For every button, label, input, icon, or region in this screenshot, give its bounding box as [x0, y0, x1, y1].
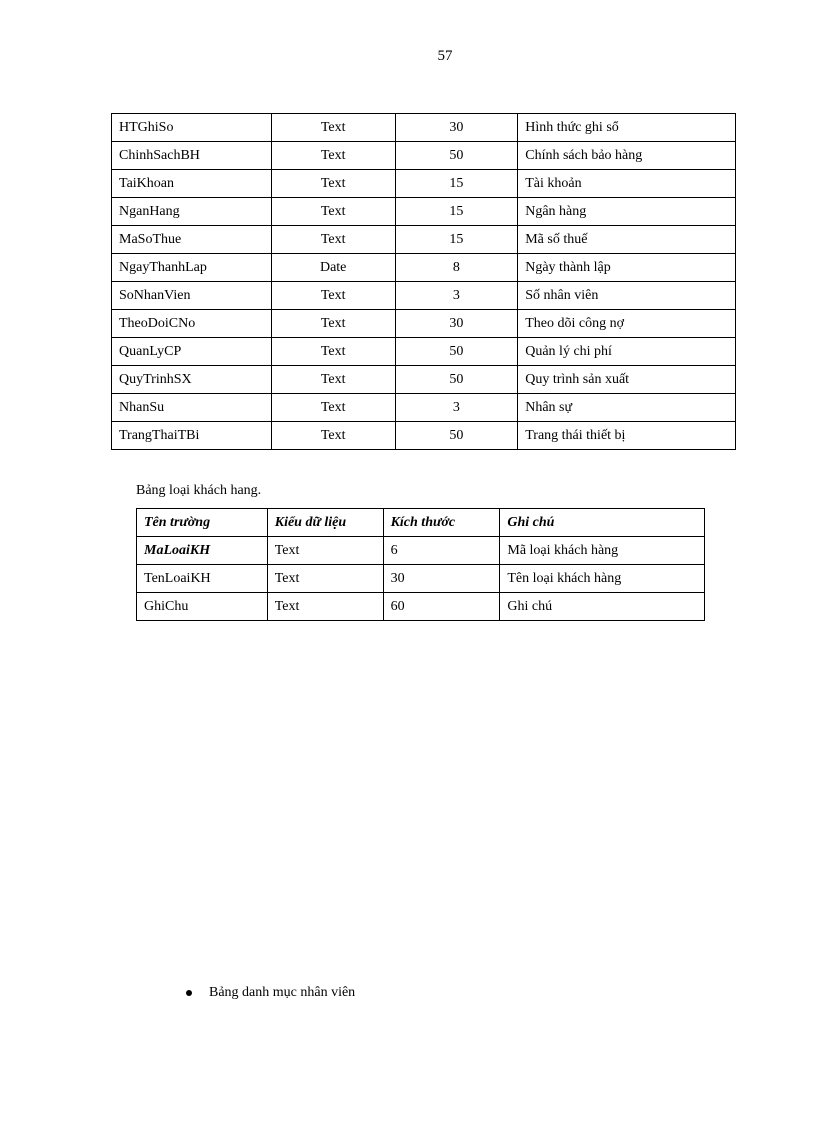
- header-size: Kích thước: [383, 509, 500, 537]
- table-row: [137, 593, 705, 621]
- table-row: [112, 170, 736, 198]
- table-row: [112, 282, 736, 310]
- data-type-cell: Text: [271, 282, 395, 310]
- size-cell: 30: [395, 114, 518, 142]
- fields-table: [111, 113, 736, 450]
- field-name-cell: SoNhanVien: [112, 282, 272, 310]
- field-name-cell: MaLoaiKH: [137, 537, 268, 565]
- header-field-name: Tên trường: [137, 509, 268, 537]
- size-cell: 8: [395, 254, 518, 282]
- field-name-cell: NgayThanhLap: [112, 254, 272, 282]
- customer-type-table-body: [137, 537, 705, 621]
- size-cell: 60: [383, 593, 500, 621]
- data-type-cell: Text: [271, 422, 395, 450]
- note-cell: Hình thức ghi sổ: [518, 114, 736, 142]
- field-name-cell: TenLoaiKH: [137, 565, 268, 593]
- table-row: [112, 310, 736, 338]
- fields-table-body: [112, 114, 736, 450]
- customer-type-caption: Bảng loại khách hang.: [136, 483, 262, 498]
- size-cell: 15: [395, 226, 518, 254]
- size-cell: 6: [383, 537, 500, 565]
- note-cell: Mã số thuế: [518, 226, 736, 254]
- data-type-cell: Text: [271, 338, 395, 366]
- note-cell: Trang thái thiết bị: [518, 422, 736, 450]
- header-note: Ghi chú: [500, 509, 705, 537]
- size-cell: 30: [383, 565, 500, 593]
- note-cell: Ngày thành lập: [518, 254, 736, 282]
- field-name-cell: TrangThaiTBi: [112, 422, 272, 450]
- field-name-cell: NhanSu: [112, 394, 272, 422]
- header-data-type: Kiểu dữ liệu: [267, 509, 383, 537]
- size-cell: 50: [395, 338, 518, 366]
- table-header-row: [137, 509, 705, 537]
- data-type-cell: Text: [271, 114, 395, 142]
- note-cell: Số nhân viên: [518, 282, 736, 310]
- table-row: [112, 142, 736, 170]
- data-type-cell: Text: [271, 142, 395, 170]
- field-name-cell: QuanLyCP: [112, 338, 272, 366]
- note-cell: Tài khoản: [518, 170, 736, 198]
- bullet-text: Bảng danh mục nhân viên: [209, 985, 356, 1000]
- table-row: [112, 254, 736, 282]
- note-cell: Chính sách bảo hàng: [518, 142, 736, 170]
- bullet-dot-icon: [186, 990, 192, 996]
- size-cell: 15: [395, 170, 518, 198]
- data-type-cell: Text: [271, 366, 395, 394]
- field-name-cell: TheoDoiCNo: [112, 310, 272, 338]
- table-row: [112, 198, 736, 226]
- note-cell: Ngân hàng: [518, 198, 736, 226]
- data-type-cell: Text: [267, 565, 383, 593]
- table-row: [112, 422, 736, 450]
- data-type-cell: Text: [271, 198, 395, 226]
- note-cell: Theo dõi công nợ: [518, 310, 736, 338]
- table-row: [137, 565, 705, 593]
- size-cell: 3: [395, 282, 518, 310]
- field-name-cell: HTGhiSo: [112, 114, 272, 142]
- bullet-item: [186, 985, 355, 1001]
- note-cell: Quy trình sản xuất: [518, 366, 736, 394]
- field-name-cell: NganHang: [112, 198, 272, 226]
- size-cell: 30: [395, 310, 518, 338]
- note-cell: Tên loại khách hàng: [500, 565, 705, 593]
- note-cell: Quản lý chi phí: [518, 338, 736, 366]
- size-cell: 50: [395, 142, 518, 170]
- table-row: [137, 537, 705, 565]
- field-name-cell: TaiKhoan: [112, 170, 272, 198]
- data-type-cell: Text: [271, 394, 395, 422]
- customer-type-table: [136, 508, 705, 621]
- size-cell: 3: [395, 394, 518, 422]
- table-row: [112, 366, 736, 394]
- data-type-cell: Text: [271, 310, 395, 338]
- field-name-cell: ChinhSachBH: [112, 142, 272, 170]
- data-type-cell: Text: [267, 537, 383, 565]
- table-row: [112, 394, 736, 422]
- data-type-cell: Date: [271, 254, 395, 282]
- data-type-cell: Text: [271, 170, 395, 198]
- size-cell: 50: [395, 422, 518, 450]
- field-name-cell: GhiChu: [137, 593, 268, 621]
- table-row: [112, 226, 736, 254]
- size-cell: 50: [395, 366, 518, 394]
- field-name-cell: MaSoThue: [112, 226, 272, 254]
- table-row: [112, 338, 736, 366]
- field-name-cell: QuyTrinhSX: [112, 366, 272, 394]
- note-cell: Nhân sự: [518, 394, 736, 422]
- size-cell: 15: [395, 198, 518, 226]
- page-number: 57: [437, 48, 453, 64]
- note-cell: Mã loại khách hàng: [500, 537, 705, 565]
- table-row: [112, 114, 736, 142]
- data-type-cell: Text: [267, 593, 383, 621]
- data-type-cell: Text: [271, 226, 395, 254]
- note-cell: Ghi chú: [500, 593, 705, 621]
